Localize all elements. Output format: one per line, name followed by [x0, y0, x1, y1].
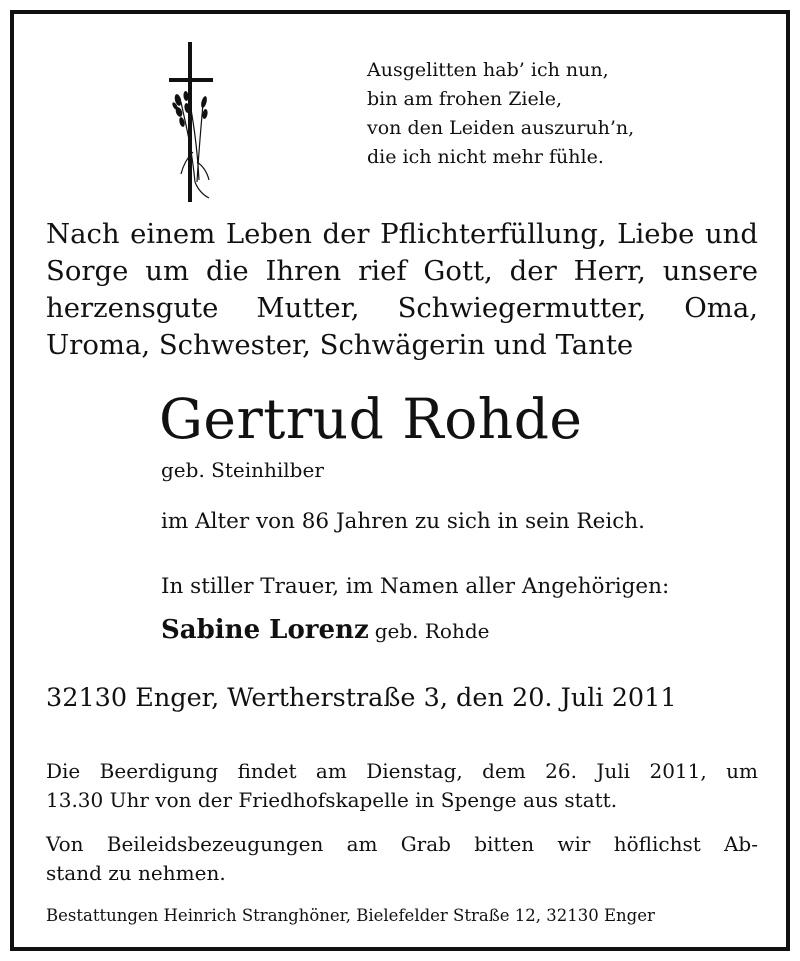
intro-line: Sorge um die Ihren rief Gott, der Herr, unsere	[46, 255, 758, 287]
signer	[161, 612, 490, 651]
intro-line: herzensgute Mutter, Schwiegermutter, Oma,	[46, 292, 758, 324]
address-date-line: 32130 Enger, Wertherstraße 3, den 20. Juli 2011	[46, 683, 677, 713]
signer-name: Sabine Lorenz	[161, 615, 369, 645]
poem-line: von den Leiden auszuruh’n,	[367, 117, 635, 139]
obituary-frame	[10, 10, 790, 951]
condolence-line: Von Beileidsbezeugungen am Grab bitten wir höflichst Ab-	[46, 832, 758, 856]
deceased-maiden-name: geb. Steinhilber	[161, 458, 324, 482]
signer-maiden-name: geb. Rohde	[374, 619, 490, 643]
deceased-name: Gertrud Rohde	[159, 387, 583, 451]
poem-line: Ausgelitten hab’ ich nun,	[367, 59, 609, 81]
condolence-notice	[46, 830, 758, 888]
poem-verse	[367, 56, 767, 172]
undertaker-line: Bestattungen Heinrich Stranghöner, Bielefelder Straße 12, 32130 Enger	[46, 906, 655, 925]
mourning-text: In stiller Trauer, im Namen aller Angehörigen:	[161, 574, 670, 599]
obituary-content	[14, 14, 786, 947]
intro-paragraph	[46, 216, 758, 364]
funeral-line: Die Beerdigung findet am Dienstag, dem 26. Juli 2011, um	[46, 759, 758, 783]
funeral-notice	[46, 757, 758, 815]
intro-line: Uroma, Schwester, Schwägerin und Tante	[46, 329, 634, 361]
intro-line: Nach einem Leben der Pflichterfüllung, Liebe und	[46, 218, 758, 250]
funeral-line: 13.30 Uhr von der Friedhofskapelle in Spenge aus statt.	[46, 788, 618, 812]
deceased-age-text: im Alter von 86 Jahren zu sich in sein Reich.	[161, 509, 645, 534]
cross-with-grain-icon	[159, 42, 223, 202]
poem-line: die ich nicht mehr fühle.	[367, 146, 604, 168]
poem-line: bin am frohen Ziele,	[367, 88, 563, 110]
condolence-line: stand zu nehmen.	[46, 861, 226, 885]
